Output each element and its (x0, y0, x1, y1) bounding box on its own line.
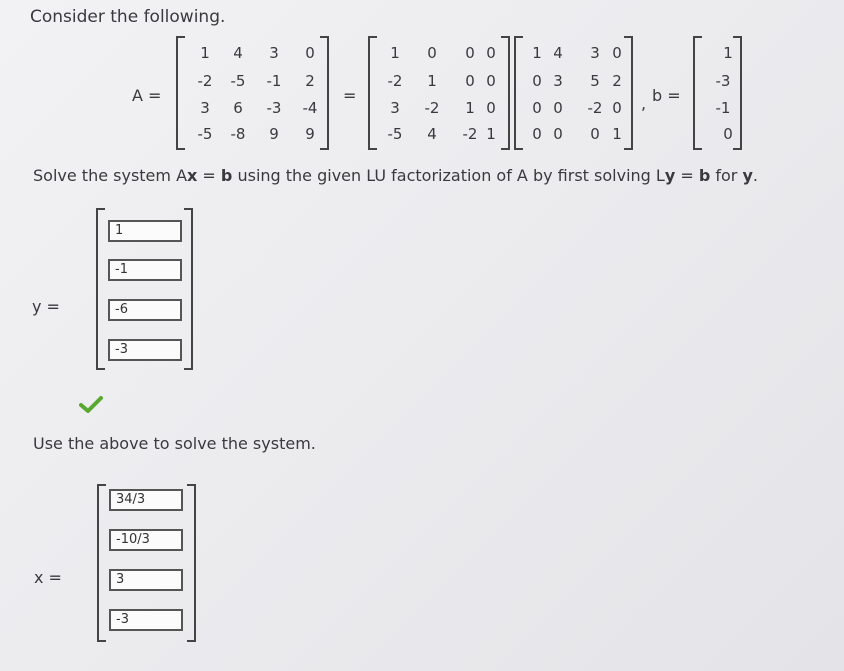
matrix-A-cell: 3 (269, 44, 279, 62)
matrix-A-cell: -8 (230, 125, 246, 143)
vector-b-cell: -1 (715, 99, 731, 117)
y3-answer-field[interactable]: -6 (108, 299, 182, 321)
matrix-A-cell: 0 (305, 44, 315, 62)
instruction-part: Solve the system A (33, 166, 188, 185)
comma: , (641, 94, 647, 113)
vector-b-left-bracket (693, 36, 702, 150)
matrix-L-cell: 1 (427, 72, 437, 90)
use-above-text: Use the above to solve the system. (33, 434, 316, 453)
matrix-A-cell: 9 (305, 125, 315, 143)
y-label: y = (32, 297, 60, 316)
matrix-U-cell: 0 (532, 99, 542, 117)
matrix-L-cell: 1 (465, 99, 475, 117)
x1-answer-field[interactable]: 34/3 (109, 489, 183, 511)
y2-answer-field[interactable]: -1 (108, 259, 182, 281)
matrix-A-cell: 9 (269, 125, 279, 143)
matrix-U-cell: 0 (532, 72, 542, 90)
instruction-bold-b: b (220, 166, 233, 185)
instruction-part: for (710, 166, 743, 185)
matrix-L-cell: 3 (390, 99, 400, 117)
matrix-U-cell: 4 (553, 44, 563, 62)
instruction-text (33, 166, 758, 185)
matrix-L-cell: 0 (465, 72, 475, 90)
matrix-L-cell: 0 (486, 44, 496, 62)
matrix-A-cell: -5 (197, 125, 213, 143)
y-right-bracket (184, 208, 193, 370)
matrix-L-cell: 4 (427, 125, 437, 143)
matrix-L-cell: 0 (465, 44, 475, 62)
y4-answer-field[interactable]: -3 (108, 339, 182, 361)
matrix-U-cell: 0 (612, 99, 622, 117)
instruction-bold-y: y (742, 166, 753, 185)
matrix-U-cell: 3 (590, 44, 600, 62)
x-label: x = (34, 568, 62, 587)
matrix-A-cell: -1 (266, 72, 282, 90)
matrix-A-cell: -3 (266, 99, 282, 117)
vector-b-cell: 0 (723, 125, 733, 143)
y1-answer-field[interactable]: 1 (108, 220, 182, 242)
vector-b-cell: 1 (723, 44, 733, 62)
instruction-part: = (675, 166, 699, 185)
correct-check-icon (79, 396, 103, 414)
matrix-U-cell: 0 (612, 44, 622, 62)
matrix-L-cell: -2 (424, 99, 440, 117)
matrix-A-cell: -2 (197, 72, 213, 90)
matrix-U-cell: 0 (553, 125, 563, 143)
matrix-A-label: A = (132, 86, 162, 105)
matrix-U-cell: -2 (587, 99, 603, 117)
instruction-bold-y: y (664, 166, 676, 185)
matrix-A-cell: 4 (233, 44, 243, 62)
instruction-part: using the given LU factorization of A by first solving L (232, 166, 665, 185)
instruction-bold-b: b (698, 166, 711, 185)
matrix-U-cell: 1 (532, 44, 542, 62)
matrix-U-cell: 0 (553, 99, 563, 117)
matrix-A-left-bracket (176, 36, 185, 150)
matrix-U-cell: 1 (612, 125, 622, 143)
matrix-L-cell: 0 (486, 72, 496, 90)
y-left-bracket (96, 208, 105, 370)
x3-answer-field[interactable]: 3 (109, 569, 183, 591)
matrix-U-cell: 2 (612, 72, 622, 90)
matrix-L-left-bracket (368, 36, 377, 150)
matrix-A-cell: 3 (200, 99, 210, 117)
x4-answer-field[interactable]: -3 (109, 609, 183, 631)
matrix-A-cell: 6 (233, 99, 243, 117)
vector-b-cell: -3 (715, 72, 731, 90)
matrix-L-right-bracket (501, 36, 510, 150)
x-left-bracket (97, 484, 106, 642)
matrix-A-cell: -4 (302, 99, 318, 117)
matrix-A-cell: 2 (305, 72, 315, 90)
matrix-L-cell: -5 (387, 125, 403, 143)
question-title: Consider the following. (30, 7, 226, 27)
matrix-U-cell: 5 (590, 72, 600, 90)
matrix-U-cell: 0 (532, 125, 542, 143)
matrix-U-cell: 0 (590, 125, 600, 143)
matrix-U-left-bracket (514, 36, 523, 150)
x-right-bracket (187, 484, 196, 642)
matrix-L-cell: 0 (486, 99, 496, 117)
matrix-L-cell: 1 (390, 44, 400, 62)
matrix-A-cell: -5 (230, 72, 246, 90)
vector-b-label: b = (652, 86, 681, 105)
matrix-L-cell: 0 (427, 44, 437, 62)
matrix-L-cell: -2 (387, 72, 403, 90)
x2-answer-field[interactable]: -10/3 (109, 529, 183, 551)
matrix-U-cell: 3 (553, 72, 563, 90)
instruction-bold-x: x (187, 166, 198, 185)
instruction-part: = (197, 166, 221, 185)
matrix-L-cell: -2 (462, 125, 478, 143)
matrix-L-cell: 1 (486, 125, 496, 143)
instruction-part: . (752, 166, 758, 185)
equals-sign: = (343, 86, 357, 105)
matrix-A-cell: 1 (200, 44, 210, 62)
